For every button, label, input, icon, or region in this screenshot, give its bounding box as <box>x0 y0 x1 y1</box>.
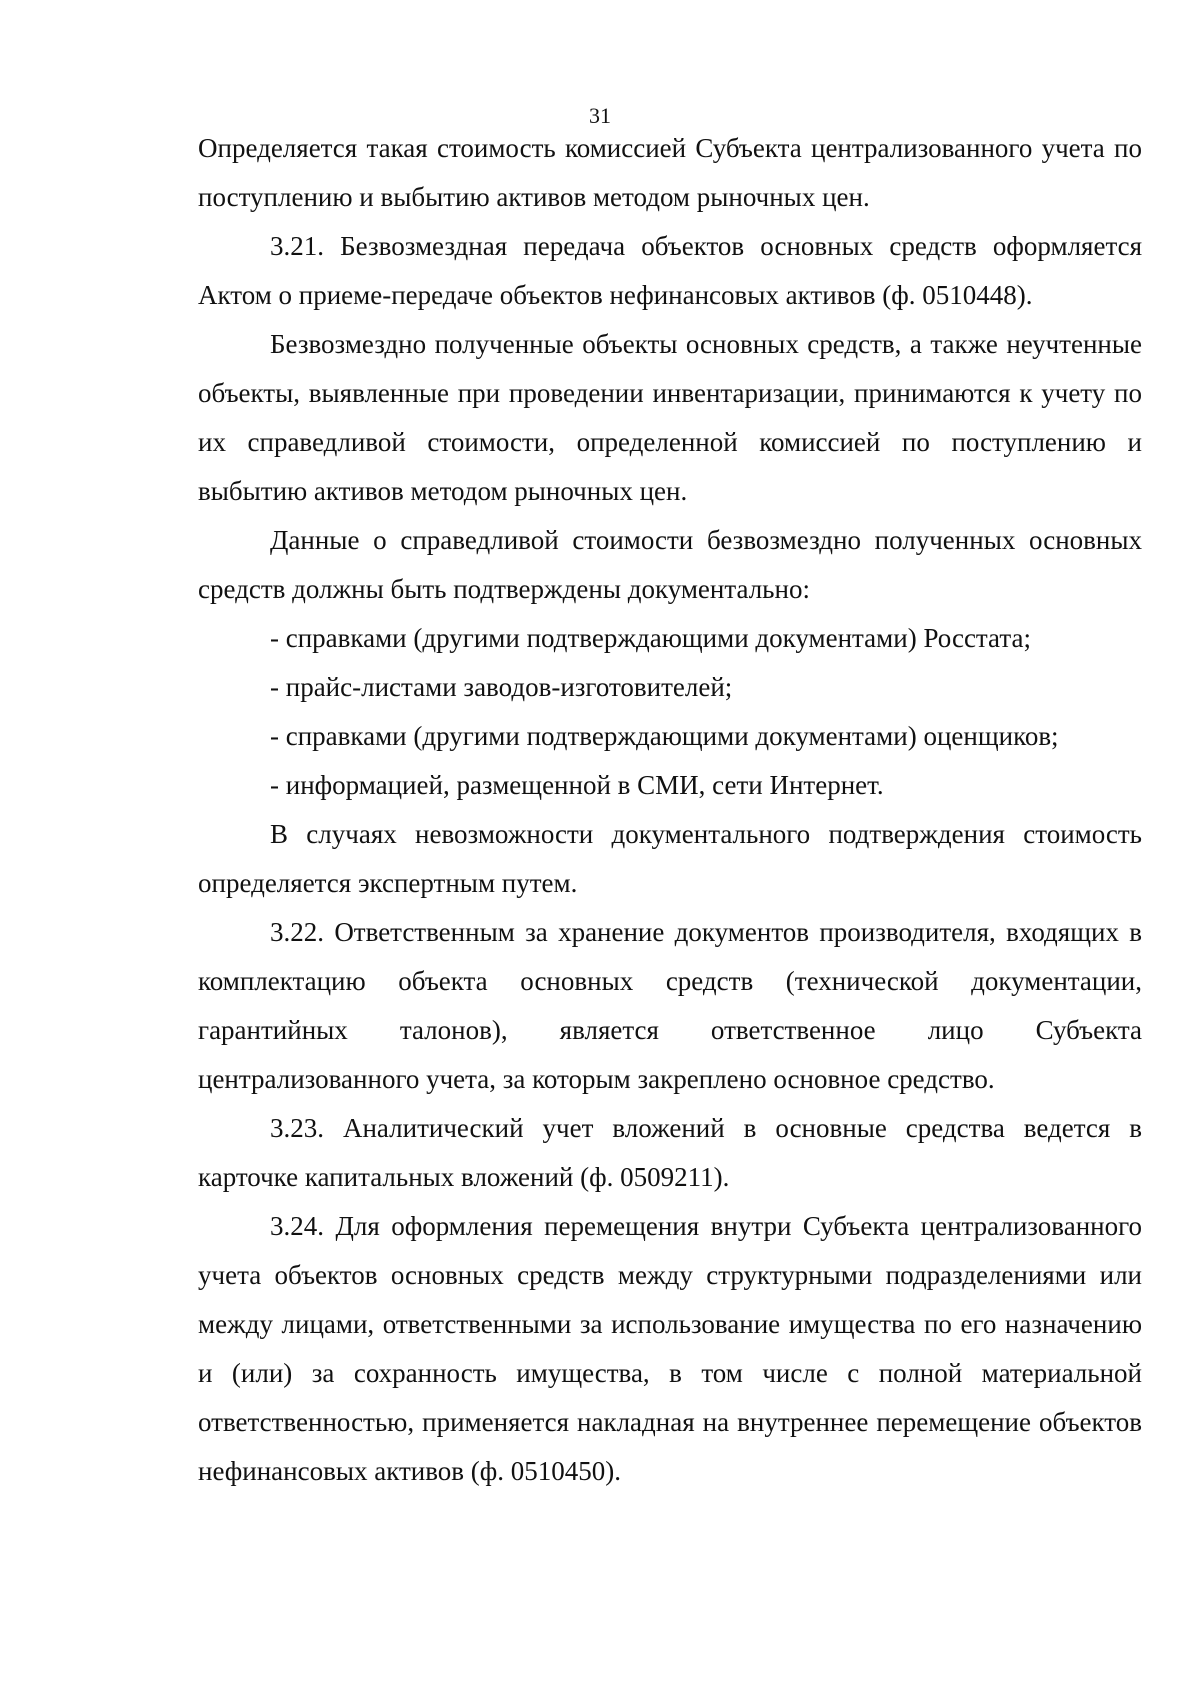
paragraph-intro: Определяется такая стоимость комиссией Субъекта централизованного учета по поступлению и выбытию активов методом рыночных цен. <box>198 133 1142 212</box>
paragraph-3-24: 3.24. Для оформления перемещения внутри Субъекта централизованного учета объектов основных средств между структурными подразделениями или между лицами, ответственными за использование имущества по его назначению и (или) за сохранность имущества, в том числе с полной материальной ответственностью, применяется накладная на внутреннее перемещение объектов нефинансовых активов (ф. 0510450). <box>198 1211 1142 1486</box>
list-item-appraisers: - справками (другими подтверждающими документами) оценщиков; <box>270 721 1059 751</box>
paragraph-3-22: 3.22. Ответственным за хранение документов производителя, входящих в комплектацию объекта основных средств (технической документации, гарантийных талонов), является ответственное лицо Субъекта централизованного учета, за которым закреплено основное средство. <box>198 917 1142 1094</box>
page-number: 31 <box>589 103 611 128</box>
paragraph-3-21: 3.21. Безвозмездная передача объектов основных средств оформляется Актом о приеме-передаче объектов нефинансовых активов (ф. 0510448). <box>198 231 1142 310</box>
list-item-media: - информацией, размещенной в СМИ, сети Интернет. <box>270 770 884 800</box>
paragraph-expert-method: В случаях невозможности документального подтверждения стоимость определяется экспертным путем. <box>198 819 1142 898</box>
list-item-price-lists: - прайс-листами заводов-изготовителей; <box>270 672 733 702</box>
paragraph-fair-value-docs: Данные о справедливой стоимости безвозмездно полученных основных средств должны быть подтверждены документально: <box>198 525 1142 604</box>
paragraph-3-23: 3.23. Аналитический учет вложений в основные средства ведется в карточке капитальных вложений (ф. 0509211). <box>198 1113 1142 1192</box>
document-body <box>198 124 1142 1496</box>
list-item-rosstat: - справками (другими подтверждающими документами) Росстата; <box>270 623 1031 653</box>
paragraph-gratuitous-assets: Безвозмездно полученные объекты основных средств, а также неучтенные объекты, выявленные при проведении инвентаризации, принимаются к учету по их справедливой стоимости, определенной комиссией по поступлению и выбытию активов методом рыночных цен. <box>198 329 1142 506</box>
